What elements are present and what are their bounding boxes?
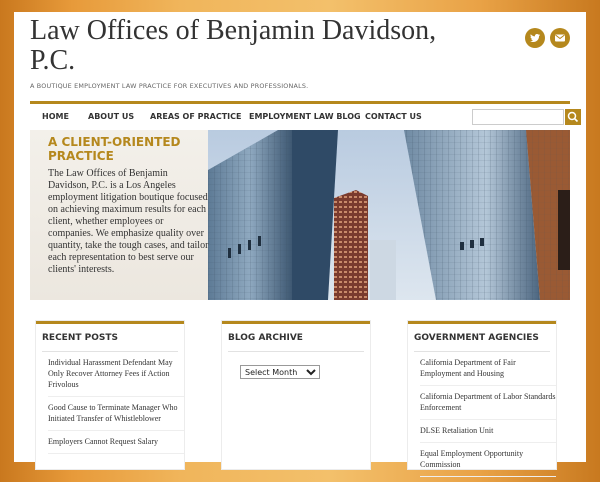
search-button[interactable] bbox=[565, 109, 581, 125]
hero-text-panel bbox=[30, 130, 208, 300]
recent-post-link[interactable]: Employers Cannot Request Salary bbox=[48, 436, 184, 454]
widget-accent-bar bbox=[36, 321, 184, 324]
twitter-button[interactable] bbox=[525, 28, 545, 48]
recent-posts-title: RECENT POSTS bbox=[42, 333, 118, 343]
search-input[interactable] bbox=[472, 109, 564, 125]
government-agencies-widget bbox=[407, 320, 557, 470]
government-agencies-list bbox=[420, 357, 556, 482]
hero-body: The Law Offices of Benjamin Davidson, P.C. is a Los Angeles employment litigation boutique focused on achieving maximum results for each client, whether employees or companies. We emphasize quality over quantity, take the tough cases, and tailor each representation to best serve our clients' interests. bbox=[48, 168, 209, 275]
widget-divider bbox=[414, 351, 550, 352]
nav-item-home[interactable]: HOME bbox=[42, 112, 69, 121]
agency-link[interactable]: Equal Employment Opportunity Commission bbox=[420, 448, 556, 477]
search-icon bbox=[565, 109, 581, 125]
email-icon bbox=[554, 32, 566, 44]
blog-archive-widget bbox=[221, 320, 371, 470]
agency-link[interactable]: California Department of Labor Standards Enforcement bbox=[420, 391, 556, 420]
agency-link[interactable]: DLSE Retaliation Unit bbox=[420, 425, 556, 443]
blog-archive-title: BLOG ARCHIVE bbox=[228, 333, 303, 343]
widget-divider bbox=[228, 351, 364, 352]
nav-item-contact-us[interactable]: CONTACT US bbox=[365, 112, 422, 121]
nav-item-employment-law-blog[interactable]: EMPLOYMENT LAW BLOG bbox=[249, 112, 361, 121]
widget-divider bbox=[42, 351, 178, 352]
nav-item-areas-of-practice[interactable]: AREAS OF PRACTICE bbox=[150, 112, 242, 121]
hero-banner bbox=[30, 130, 570, 300]
main-navigation bbox=[30, 101, 570, 131]
twitter-icon bbox=[529, 32, 541, 44]
archive-month-select[interactable] bbox=[240, 365, 320, 379]
recent-posts-widget bbox=[35, 320, 185, 470]
agency-link[interactable]: California Department of Fair Employment and Housing bbox=[420, 357, 556, 386]
site-tagline: A BOUTIQUE EMPLOYMENT LAW PRACTICE FOR EXECUTIVES AND PROFESSIONALS. bbox=[30, 82, 309, 90]
hero-heading: A CLIENT-ORIENTED PRACTICE bbox=[48, 135, 181, 163]
page-container bbox=[14, 12, 586, 469]
email-button[interactable] bbox=[550, 28, 570, 48]
recent-posts-list bbox=[48, 357, 184, 459]
widget-accent-bar bbox=[222, 321, 370, 324]
recent-post-link[interactable]: Good Cause to Terminate Manager Who Initiated Transfer of Whistleblower bbox=[48, 402, 184, 431]
search-form bbox=[472, 109, 565, 125]
site-title[interactable]: Law Offices of Benjamin Davidson, P.C. bbox=[30, 15, 437, 76]
recent-post-link[interactable]: Individual Harassment Defendant May Only Recover Attorney Fees if Action Frivolous bbox=[48, 357, 184, 397]
skyscraper-photo bbox=[208, 130, 570, 300]
government-agencies-title: GOVERNMENT AGENCIES bbox=[414, 333, 539, 343]
nav-item-about-us[interactable]: ABOUT US bbox=[88, 112, 135, 121]
widget-accent-bar bbox=[408, 321, 556, 324]
